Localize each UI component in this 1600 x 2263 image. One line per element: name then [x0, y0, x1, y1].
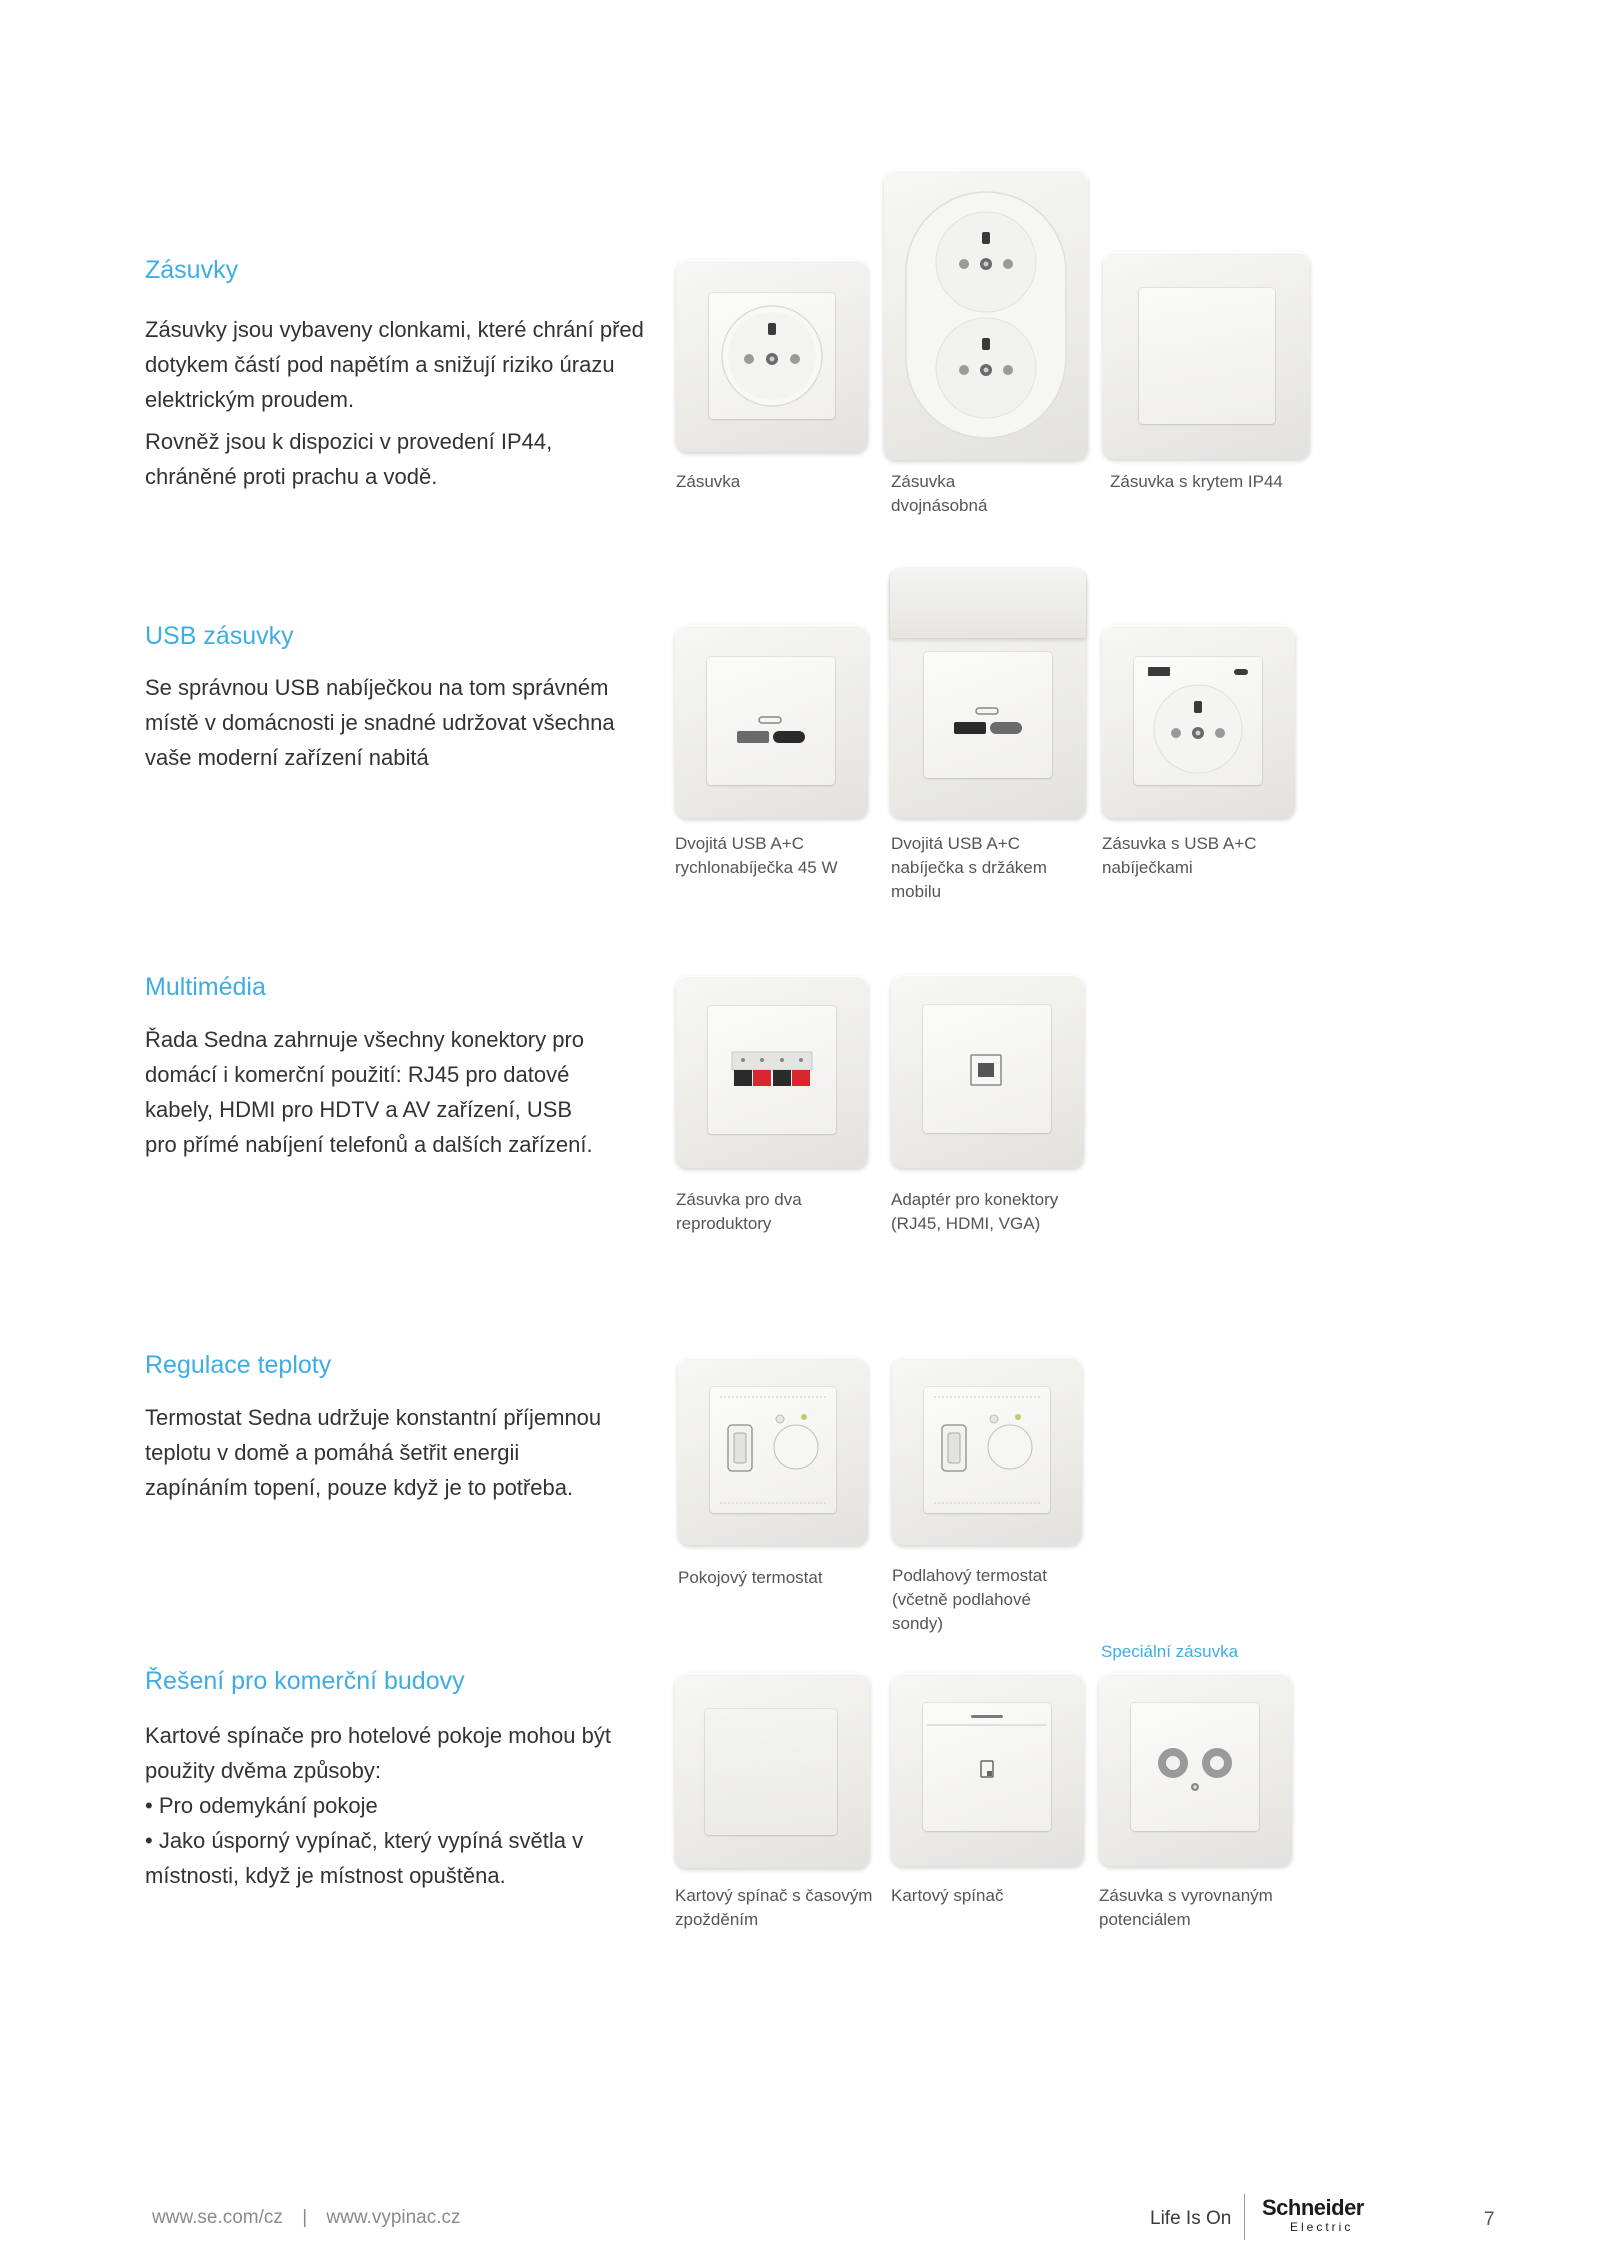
product-usb-fast-charger [675, 625, 868, 818]
product-socket [676, 260, 868, 452]
bullet-item: • Jako úsporný vypínač, který vypíná světla v místnosti, když je místnost opuštěna. [145, 1828, 584, 1888]
paragraph: Řada Sedna zahrnuje všechny konektory pro domácí i komerční použití: RJ45 pro datové kabely, HDMI pro HDTV a AV zařízení, USB pro přímé nabíjení telefonů a dalších zařízení. [145, 1027, 593, 1157]
socket-usb-insert [1134, 657, 1262, 785]
brand-sub: Electric [1290, 2220, 1354, 2234]
rj45-port-icon [923, 1005, 1051, 1133]
equipotential-insert [1131, 1703, 1259, 1831]
socket-insert [709, 293, 835, 419]
caption-ip44-socket: Zásuvka s krytem IP44 [1110, 472, 1283, 491]
section-title-multimedia: Multimédia [145, 973, 266, 1001]
section-text-teplota [145, 1400, 615, 1512]
usb-insert [924, 652, 1052, 778]
product-ip44-socket [1103, 252, 1310, 459]
section-text-multimedia [145, 1022, 605, 1169]
socket-icon [709, 293, 835, 419]
footer-link-se[interactable]: www.se.com/cz [152, 2207, 283, 2228]
caption-floor-thermostat: Podlahový termostat (včetně podlahové sondy) [892, 1566, 1047, 1633]
paragraph: Rovněž jsou k dispozici v provedení IP44, chráněné proti prachu a vodě. [145, 429, 553, 489]
footer-separator: | [302, 2207, 308, 2228]
bullet-item: • Pro odemykání pokoje [145, 1793, 378, 1818]
ip44-cover [1139, 288, 1275, 424]
schneider-logo [1262, 2196, 1364, 2234]
caption-socket: Zásuvka [676, 472, 741, 491]
usb-port-icon [707, 657, 835, 785]
caption-speaker-socket: Zásuvka pro dva reproduktory [676, 1190, 802, 1233]
product-socket-usb [1102, 625, 1295, 818]
double-socket-icon [884, 170, 1088, 460]
adapter-insert [923, 1005, 1051, 1133]
thermostat-insert [710, 1387, 836, 1513]
caption-socket-usb: Zásuvka s USB A+C nabíječkami [1102, 834, 1257, 877]
product-speaker-socket [676, 976, 868, 1168]
section-text-usb [145, 670, 635, 782]
phone-holder [890, 568, 1086, 638]
caption-card-switch-delay: Kartový spínač s časovým zpožděním [675, 1886, 873, 1929]
paragraph: Zásuvky jsou vybaveny clonkami, které chrání před dotykem částí pod napětím a snižují riziko úrazu elektrickým proudem. [145, 317, 644, 412]
caption-connector-adapter: Adaptér pro konektory (RJ45, HDMI, VGA) [891, 1190, 1059, 1233]
usb-port-icon [924, 652, 1052, 778]
caption-room-thermostat: Pokojový termostat [678, 1568, 823, 1587]
thermostat-icon [710, 1387, 836, 1513]
card-slot-cover [705, 1709, 837, 1835]
product-usb-holder [890, 568, 1086, 818]
product-connector-adapter [891, 975, 1084, 1168]
usb-insert [707, 657, 835, 785]
caption-card-switch: Kartový spínač [891, 1886, 1004, 1905]
section-title-komercni: Řešení pro komerční budovy [145, 1667, 465, 1695]
product-card-switch [891, 1673, 1084, 1866]
section-text-komercni [145, 1718, 645, 1893]
thermostat-insert [924, 1387, 1050, 1513]
brand-name: Schneider [1262, 2195, 1364, 2220]
socket-usb-icon [1134, 657, 1262, 785]
caption-double-socket: Zásuvka dvojnásobná [891, 472, 988, 515]
section-title-usb: USB zásuvky [145, 622, 294, 650]
section-title-zasuvky: Zásuvky [145, 256, 239, 284]
life-is-on-tagline: Life Is On [1150, 2208, 1232, 2229]
footer-link-vypinac[interactable]: www.vypinac.cz [326, 2207, 461, 2228]
product-equipotential-socket [1099, 1673, 1292, 1866]
product-room-thermostat [678, 1357, 868, 1545]
product-floor-thermostat [892, 1357, 1082, 1545]
thermostat-icon [924, 1387, 1050, 1513]
footer-links [152, 2207, 461, 2229]
product-double-socket [884, 170, 1088, 460]
caption-usb-holder: Dvojitá USB A+C nabíječka s držákem mobilu [891, 834, 1047, 901]
page-number: 7 [1484, 2209, 1495, 2230]
caption-equipotential-socket: Zásuvka s vyrovnaným potenciálem [1099, 1886, 1273, 1929]
card-switch-insert [923, 1703, 1051, 1831]
section-text-zasuvky [145, 312, 645, 501]
equipotential-icon [1131, 1703, 1259, 1831]
footer-divider [1244, 2194, 1245, 2240]
product-card-switch-delay [675, 1673, 870, 1868]
paragraph: Kartové spínače pro hotelové pokoje mohou být použity dvěma způsoby: [145, 1723, 611, 1783]
speaker-terminal-icon [708, 1006, 836, 1134]
paragraph: Termostat Sedna udržuje konstantní příjemnou teplotu v domě a pomáhá šetřit energii zapínáním topení, pouze když je to potřeba. [145, 1405, 602, 1500]
card-icon [923, 1703, 1051, 1831]
speaker-insert [708, 1006, 836, 1134]
special-socket-label: Speciální zásuvka [1101, 1642, 1239, 1661]
section-title-teplota: Regulace teploty [145, 1351, 332, 1379]
paragraph: Se správnou USB nabíječkou na tom správném místě v domácnosti je snadné udržovat všechna vaše moderní zařízení nabitá [145, 675, 615, 770]
caption-usb-fast-charger: Dvojitá USB A+C rychlonabíječka 45 W [675, 834, 838, 877]
